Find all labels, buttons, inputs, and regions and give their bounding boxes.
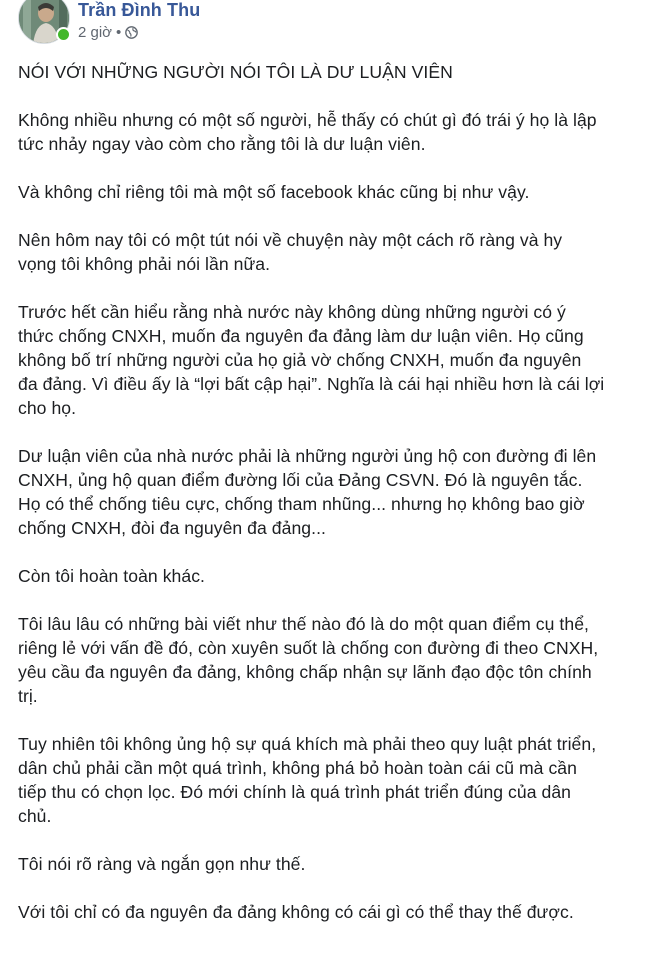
meta-separator: • xyxy=(116,24,122,41)
post-header xyxy=(0,0,672,60)
post-paragraph: Còn tôi hoàn toàn khác. xyxy=(18,566,205,586)
post-paragraph: Tuy nhiên tôi không ủng hộ sự quá khích mà phải theo quy luật phát triển, dân chủ phải cần một quá trình, không phá bỏ hoàn toàn cái cũ mà cần tiếp thu có chọn lọc. Đó mới chính là quá trình phát triển đúng của dân chủ. xyxy=(18,734,597,826)
post-paragraph: Trước hết cần hiểu rằng nhà nước này không dùng những người có ý thức chống CNXH, muốn đa nguyên đa đảng làm dư luận viên. Họ cũng không bố trí những người của họ giả vờ chống CNXH, muốn đa nguyên đa đảng. Vì điều ấy là “lợi bất cập hại”. Nghĩa là cái hại nhiều hơn là cái lợi cho họ. xyxy=(18,302,605,418)
post-body xyxy=(18,60,668,948)
post-time[interactable]: 2 giờ xyxy=(78,24,113,41)
post-paragraph: Nên hôm nay tôi có một tút nói về chuyện này một cách rõ ràng và hy vọng tôi không phải nói lần nữa. xyxy=(18,230,563,274)
online-status-dot xyxy=(56,27,71,42)
post-paragraph: Với tôi chỉ có đa nguyên đa đảng không có cái gì có thể thay thế được. xyxy=(18,902,574,922)
post-paragraph: Và không chỉ riêng tôi mà một số facebook khác cũng bị như vậy. xyxy=(18,182,530,202)
post-paragraph: Dư luận viên của nhà nước phải là những người ủng hộ con đường đi lên CNXH, ủng hộ quan điểm đường lối của Đảng CSVN. Đó là nguyên tắc. Họ có thể chống tiêu cực, chống tham nhũng... nhưng họ không bao giờ chống CNXH, đòi đa nguyên đa đảng... xyxy=(18,446,597,538)
post-title: NÓI VỚI NHỮNG NGƯỜI NÓI TÔI LÀ DƯ LUẬN VIÊN xyxy=(18,62,453,82)
globe-icon[interactable] xyxy=(125,26,138,39)
post-meta xyxy=(78,24,138,41)
post-paragraph: Tôi nói rõ ràng và ngắn gọn như thế. xyxy=(18,854,306,874)
post-paragraph: Tôi lâu lâu có những bài viết như thế nào đó là do một quan điểm cụ thể, riêng lẻ với vấn đề đó, còn xuyên suốt là chống con đường đi theo CNXH, yêu cầu đa nguyên đa đảng, không chấp nhận sự lãnh đạo độc tôn chính trị. xyxy=(18,614,599,706)
author-name[interactable]: Trần Đình Thu xyxy=(78,0,201,20)
post-paragraph: Không nhiều nhưng có một số người, hễ thấy có chút gì đó trái ý họ là lập tức nhảy ngay vào còm cho rằng tôi là dư luận viên. xyxy=(18,110,597,154)
author-avatar[interactable] xyxy=(18,0,70,44)
